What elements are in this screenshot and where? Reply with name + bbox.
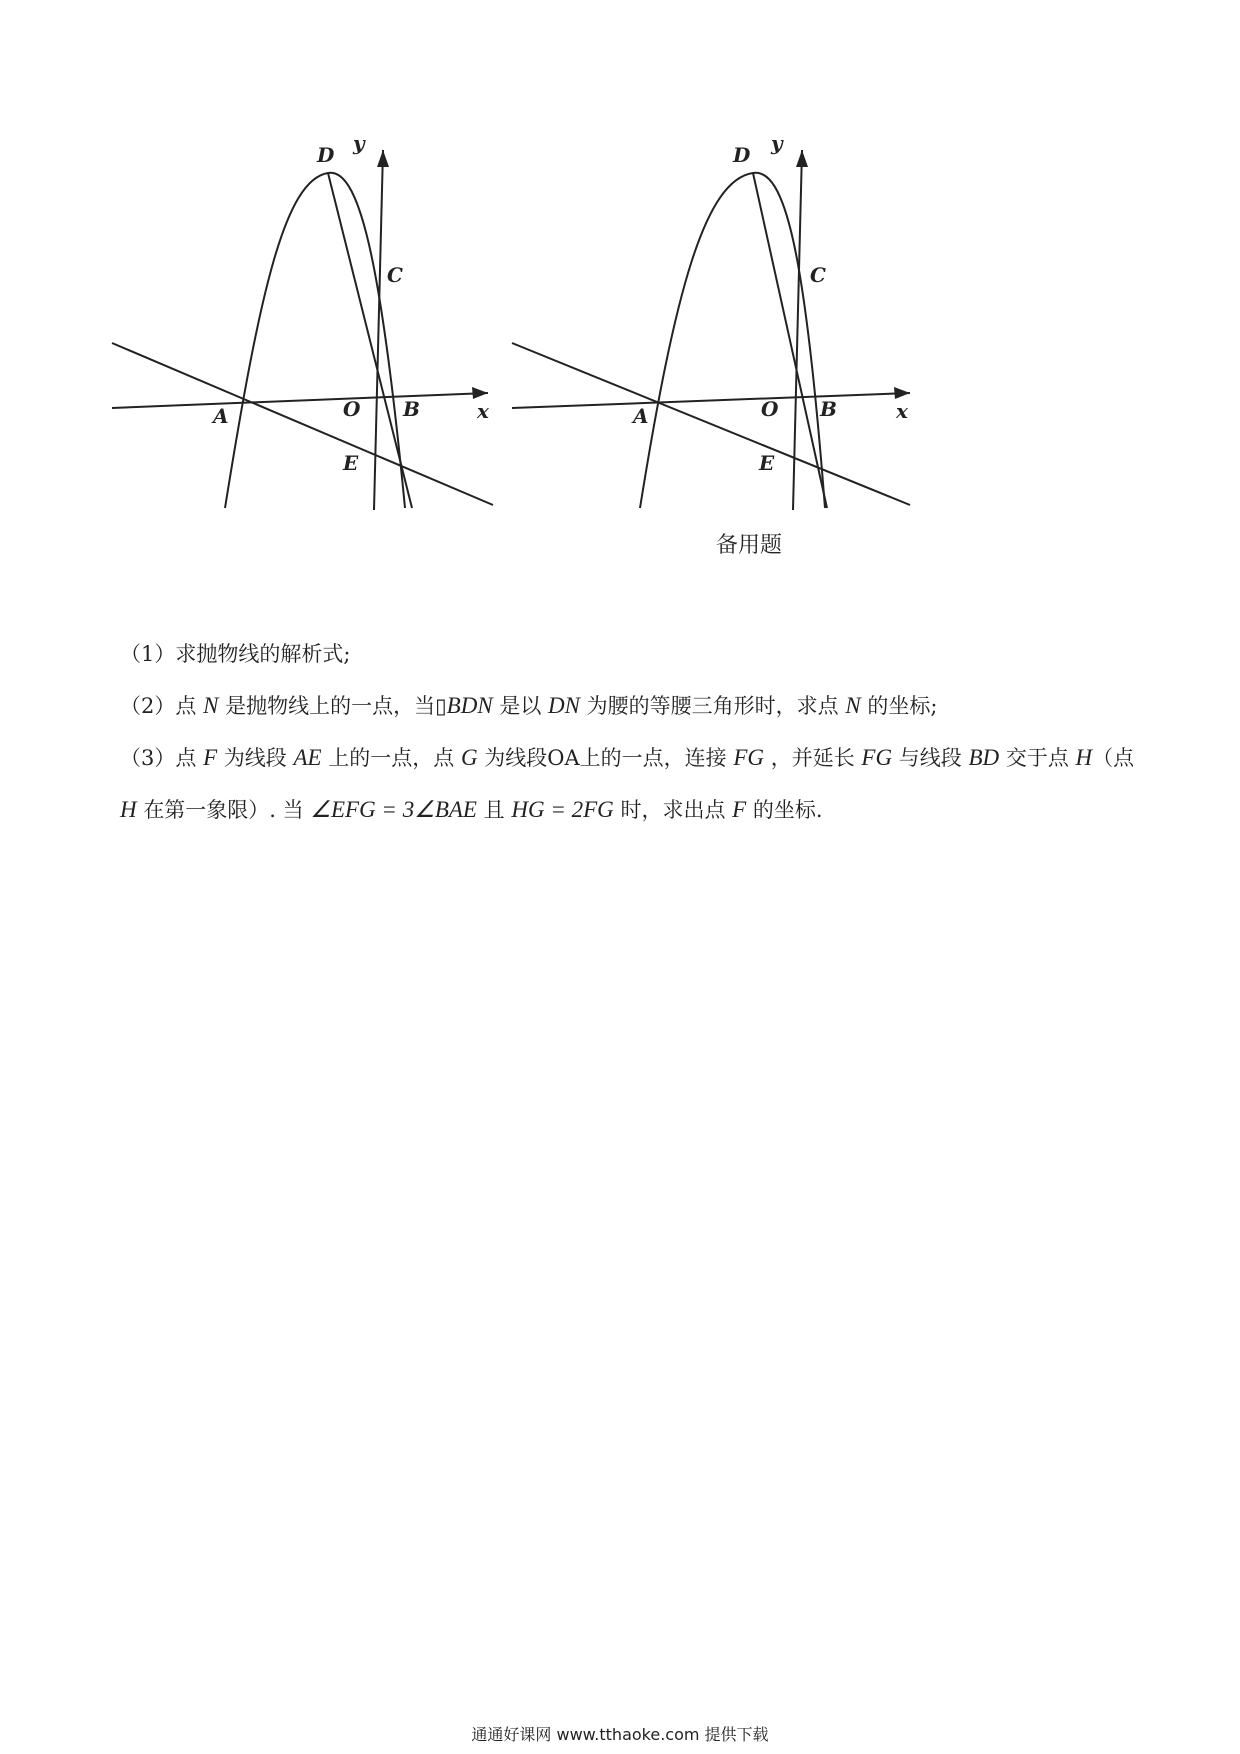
x-axis — [112, 393, 488, 408]
y-axis-arrow — [377, 150, 389, 167]
question-2-text: 是以 — [499, 694, 542, 718]
math-n: N — [845, 693, 861, 718]
question-3-text: 的坐标. — [752, 798, 823, 822]
question-3-text: 与线段 — [898, 746, 962, 770]
question-3-line-2 — [120, 796, 823, 824]
math-g: G — [460, 745, 478, 770]
y-axis-arrow — [796, 150, 808, 167]
label-y: y — [353, 131, 365, 155]
question-3-line-1 — [120, 744, 1134, 772]
question-3-text: 上的一点，点 — [328, 746, 455, 770]
question-3-text: 为线段 — [223, 746, 287, 770]
math-f: F — [732, 797, 747, 822]
question-2-text: 的坐标; — [867, 694, 938, 718]
math-angle-expression: ∠EFG = 3∠BAE — [310, 797, 477, 822]
math-dn: DN — [548, 693, 580, 718]
label-e: E — [343, 451, 359, 475]
question-2-text: 是抛物线上的一点，当 — [225, 694, 436, 718]
page-footer: 通通好课网 www.tthaoke.com 提供下载 — [471, 1725, 769, 1744]
math-bd: BD — [968, 745, 1000, 770]
x-axis — [512, 393, 910, 408]
math-ae: AE — [293, 745, 322, 770]
figure-2-caption: 备用题 — [716, 533, 783, 558]
question-3-text: 在第一象限）. 当 — [143, 798, 304, 822]
y-axis — [793, 150, 802, 510]
question-1 — [120, 640, 350, 668]
question-3-text: （3）点 — [120, 746, 197, 770]
math-bdn: BDN — [446, 693, 493, 718]
triangle-symbol: ▯ — [435, 694, 447, 718]
label-d: D — [317, 143, 335, 167]
line-ae — [112, 343, 493, 505]
label-a: A — [633, 404, 649, 428]
label-x: x — [896, 399, 908, 423]
x-axis-arrow — [472, 387, 488, 399]
question-2 — [120, 692, 937, 720]
figure-2-diagram — [510, 130, 920, 520]
math-f: F — [203, 745, 218, 770]
question-3-text: 时，求出点 — [620, 798, 726, 822]
label-b: B — [820, 397, 837, 421]
question-3-text: 交于点 — [1005, 746, 1069, 770]
figure-1 — [110, 130, 510, 520]
x-axis-arrow — [894, 387, 910, 399]
question-3-text: 且 — [483, 798, 505, 822]
question-3-text: 为线段OA上的一点，连接 — [484, 746, 727, 770]
math-h: H — [1075, 745, 1093, 770]
label-e: E — [759, 451, 775, 475]
question-3-text: ，并延长 — [770, 746, 855, 770]
label-d: D — [733, 143, 751, 167]
label-a: A — [213, 404, 229, 428]
math-fg: FG — [861, 745, 893, 770]
math-length-expression: HG = 2FG — [511, 797, 614, 822]
line-ae — [512, 343, 910, 505]
question-2-text: （2）点 — [120, 694, 197, 718]
figure-1-diagram — [110, 130, 510, 520]
label-o: O — [343, 397, 361, 421]
label-y: y — [771, 131, 783, 155]
question-2-text: 为腰的等腰三角形时，求点 — [586, 694, 839, 718]
question-3-text: （点 — [1092, 746, 1135, 770]
math-h: H — [120, 797, 137, 822]
figure-2 — [510, 130, 920, 520]
math-fg: FG — [733, 745, 765, 770]
label-b: B — [403, 397, 420, 421]
label-c: C — [387, 263, 403, 287]
math-n: N — [203, 693, 219, 718]
label-o: O — [761, 397, 779, 421]
label-x: x — [477, 399, 489, 423]
question-1-text: （1）求抛物线的解析式; — [120, 642, 351, 666]
label-c: C — [810, 263, 826, 287]
